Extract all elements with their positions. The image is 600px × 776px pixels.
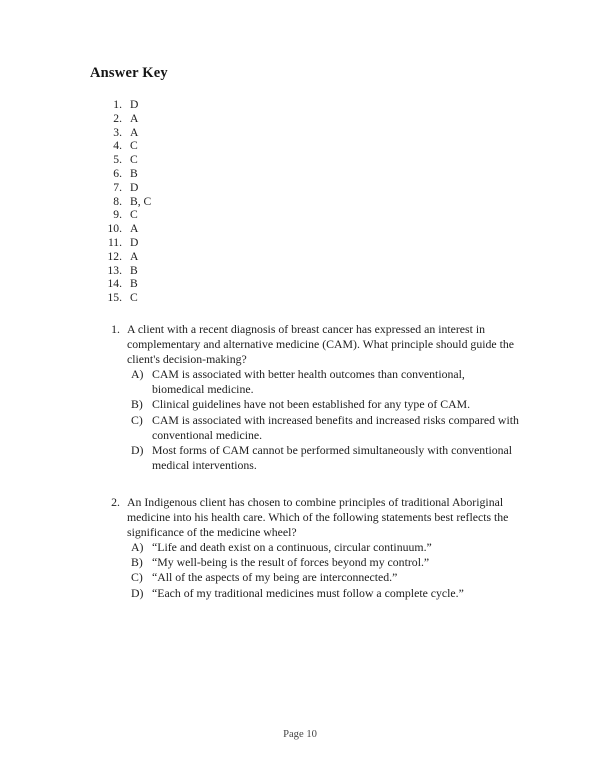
question-option[interactable] bbox=[131, 413, 520, 443]
answer-key-value: D bbox=[130, 98, 139, 111]
answer-key-value: B bbox=[130, 166, 138, 180]
option-letter: B) bbox=[131, 555, 143, 570]
page-footer: Page 10 bbox=[283, 729, 317, 740]
answer-key-number: 14. bbox=[107, 277, 122, 291]
option-letter: C) bbox=[131, 412, 143, 427]
answer-key-row bbox=[100, 195, 260, 209]
answer-key-value: A bbox=[130, 222, 139, 236]
answer-key-row bbox=[100, 153, 260, 167]
question-stem: A client with a recent diagnosis of breast cancer has expressed an interest in complementary and alternative medicine (CAM). What principle should guide the client's decision-making? bbox=[127, 322, 514, 367]
answer-key-number: 12. bbox=[107, 249, 122, 263]
answer-key-row bbox=[100, 277, 260, 291]
answer-key-number: 6. bbox=[113, 166, 122, 180]
question-option[interactable] bbox=[131, 570, 520, 585]
answer-key-number: 11. bbox=[107, 235, 122, 249]
answer-key-list bbox=[100, 98, 260, 305]
answer-key-number: 3. bbox=[113, 125, 122, 139]
answer-key-value: C bbox=[130, 139, 138, 153]
answer-key-number: 9. bbox=[113, 208, 122, 222]
option-letter: C) bbox=[131, 570, 143, 585]
answer-key-row bbox=[100, 98, 260, 112]
answer-key-row bbox=[100, 167, 260, 181]
question-list bbox=[100, 322, 520, 623]
answer-key-row bbox=[100, 126, 260, 140]
answer-key-row bbox=[100, 250, 260, 264]
answer-key-value: B bbox=[130, 277, 138, 291]
option-letter: A) bbox=[131, 367, 144, 382]
answer-key-row bbox=[100, 291, 260, 305]
answer-key-number: 2. bbox=[113, 111, 122, 125]
answer-key-number: 5. bbox=[113, 153, 122, 167]
question-option[interactable] bbox=[131, 540, 520, 555]
question-options bbox=[100, 367, 520, 473]
question-stem: An Indigenous client has chosen to combine principles of traditional Aboriginal medicine into his health care. Which of the following statements best reflects the significance of the medicine wheel? bbox=[127, 494, 509, 540]
answer-key-value: D bbox=[130, 235, 139, 249]
answer-key-value: A bbox=[130, 111, 139, 125]
question-option[interactable] bbox=[131, 443, 520, 473]
question-block bbox=[100, 495, 520, 601]
option-text: Clinical guidelines have not been established for any type of CAM. bbox=[152, 397, 471, 412]
question-number: 2. bbox=[111, 494, 120, 509]
question-number: 1. bbox=[111, 322, 120, 336]
answer-key-value: C bbox=[130, 208, 138, 222]
answer-key-row bbox=[100, 236, 260, 250]
answer-key-number: 7. bbox=[113, 180, 122, 194]
option-text: CAM is associated with increased benefits and increased risks compared with conventional medicine. bbox=[152, 412, 519, 442]
answer-key-row bbox=[100, 139, 260, 153]
answer-key-row bbox=[100, 112, 260, 126]
option-letter: B) bbox=[131, 397, 143, 412]
question-header bbox=[100, 495, 520, 540]
answer-key-value: C bbox=[130, 291, 138, 305]
answer-key-value: B, C bbox=[130, 194, 152, 208]
question-option[interactable] bbox=[131, 586, 520, 601]
option-text: “My well-being is the result of forces beyond my control.” bbox=[152, 555, 430, 570]
option-text: Most forms of CAM cannot be performed simultaneously with conventional medical interventions. bbox=[152, 442, 513, 472]
question-option[interactable] bbox=[131, 367, 520, 397]
answer-key-value: C bbox=[130, 153, 138, 167]
answer-key-number: 4. bbox=[113, 139, 122, 153]
answer-key-number: 13. bbox=[107, 263, 122, 277]
answer-key-value: D bbox=[130, 180, 139, 194]
answer-key-number: 1. bbox=[113, 98, 122, 111]
answer-key-row bbox=[100, 181, 260, 195]
answer-key-value: B bbox=[130, 263, 138, 277]
answer-key-row bbox=[100, 208, 260, 222]
option-letter: D) bbox=[131, 585, 144, 600]
option-text: “Life and death exist on a continuous, circular continuum.” bbox=[152, 540, 432, 555]
answer-key-value: A bbox=[130, 125, 139, 139]
question-block bbox=[100, 322, 520, 473]
question-option[interactable] bbox=[131, 397, 520, 412]
option-letter: A) bbox=[131, 540, 144, 555]
option-letter: D) bbox=[131, 442, 144, 457]
answer-key-number: 15. bbox=[107, 291, 122, 305]
page-title: Answer Key bbox=[90, 65, 168, 81]
answer-key-number: 8. bbox=[113, 194, 122, 208]
answer-key-value: A bbox=[130, 249, 139, 263]
answer-key-row bbox=[100, 264, 260, 278]
answer-key-number: 10. bbox=[107, 222, 122, 236]
option-text: “All of the aspects of my being are interconnected.” bbox=[152, 570, 398, 585]
question-options bbox=[100, 540, 520, 600]
question-option[interactable] bbox=[131, 555, 520, 570]
option-text: “Each of my traditional medicines must follow a complete cycle.” bbox=[152, 585, 464, 600]
answer-key-row bbox=[100, 222, 260, 236]
question-header bbox=[100, 322, 520, 367]
option-text: CAM is associated with better health outcomes than conventional, biomedical medicine. bbox=[152, 367, 465, 397]
